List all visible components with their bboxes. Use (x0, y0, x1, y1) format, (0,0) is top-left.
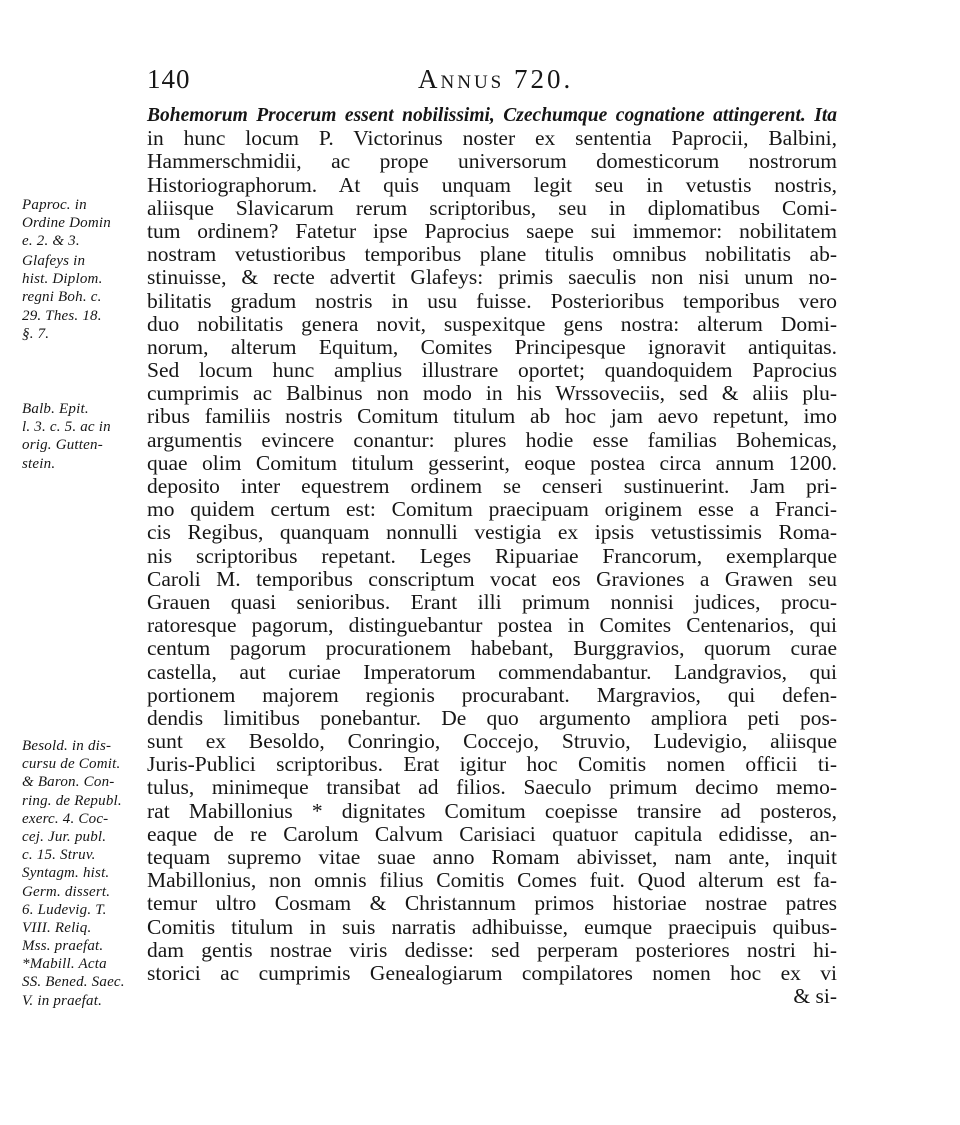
marginal-note-line: VIII. Reliq. (22, 919, 92, 936)
text-line: castella, aut curiae Imperatorum commendabantur. Landgravios, qui (147, 659, 837, 684)
marginal-note-line: c. 15. Struv. (22, 847, 96, 864)
marginal-note-line: Mss. praefat. (22, 938, 104, 955)
text-line: eaque de re Carolum Calvum Carisiaci quatuor capitula edidisse, an- (147, 821, 837, 846)
marginal-note-line: cursu de Comit. (22, 756, 121, 773)
text-line: ribus familiis nostris Comitum titulum ab hoc jam aevo repetunt, imo (147, 404, 837, 429)
text-line: nis scriptoribus repetant. Leges Ripuariae Francorum, exemplarque (147, 543, 837, 568)
text-line: tum ordinem? Fatetur ipse Paprocius saepe sui immemor: nobilitatem (147, 218, 837, 243)
text-line: Sed locum hunc amplius illustrare oportet; quandoquidem Paprocius (147, 358, 837, 383)
text-line: Bohemorum Procerum essent nobilissimi, Czechumque cognatione attingerent. Ita (147, 105, 837, 126)
text-line: Juris-Publici scriptoribus. Erat igitur hoc Comitis nomen officii ti- (147, 752, 837, 777)
text-line: Historiographorum. At quis unquam legit seu in vetustis nostris, (147, 172, 837, 197)
marginal-note-glafeys (22, 252, 150, 343)
marginal-note-line: exerc. 4. Coc- (22, 810, 109, 827)
text-line: Comitis titulum in suis narratis adhibuisse, eumque praecipuis quibus- (147, 914, 837, 939)
marginal-note-line: Balb. Epit. (22, 401, 89, 417)
text-line: temur ultro Cosmam & Christannum primos historiae nostrae patres (147, 891, 837, 916)
marginal-note-line: Syntagm. hist. (22, 865, 110, 882)
marginal-note-line: Ordine Domin (22, 215, 111, 232)
marginal-note-line: 6. Ludevig. T. (22, 901, 107, 918)
text-line: tequam supremo vitae suae anno Romam abivisset, nam ante, inquit (147, 845, 837, 869)
text-line: deposito inter equestrem ordinem se censeri sustinuerint. Jam pri- (147, 474, 837, 498)
marginal-note-line: l. 3. c. 5. ac in (22, 419, 111, 436)
marginal-note-line: e. 2. & 3. (22, 233, 80, 250)
marginal-note-line: SS. Bened. Saec. (22, 974, 125, 991)
text-line: norum, alterum Equitum, Comites Principesque ignoravit antiquitas. (147, 334, 837, 359)
marginal-note-balbinus (22, 400, 150, 473)
text-line: stinuisse, & recte advertit Glafeys: primis saeculis non nisi unum no- (147, 265, 837, 290)
text-line: tulus, minimeque transibat ad filios. Saeculo primum decimo memo- (147, 775, 837, 800)
main-text-block (147, 104, 837, 1008)
marginal-note-line: orig. Gutten- (22, 437, 103, 454)
text-line: Grauen quasi senioribus. Erant illi primum nonnisi judices, procu- (147, 589, 837, 614)
marginal-note-paprocius (22, 196, 150, 251)
marginal-note-line: hist. Diplom. (22, 271, 103, 288)
text-line: in hunc locum P. Victorinus noster ex sententia Paprocii, Balbini, (147, 126, 837, 151)
text-line: mo quidem certum est: Comitum praecipuam originem esse a Franci- (147, 497, 837, 522)
text-line: ratoresque pagorum, distinguebantur postea in Comites Centenarios, qui (147, 613, 837, 638)
text-line: aliisque Slavicarum rerum scriptoribus, seu in diplomatibus Comi- (147, 195, 837, 220)
marginal-note-line: Germ. dissert. (22, 883, 111, 900)
marginal-note-line: & Baron. Con- (22, 774, 115, 791)
text-line: rat Mabillonius * dignitates Comitum coepisse transire ad posteros, (147, 798, 837, 823)
text-line: Caroli M. temporibus conscriptum vocat eos Graviones a Grawen seu (147, 566, 837, 591)
text-line: duo nobilitatis genera novit, suspexitque gens nostra: alterum Domi- (147, 311, 837, 336)
marginal-note-line: §. 7. (22, 325, 50, 342)
text-line: Mabillonius, non omnis filius Comitis Comes fuit. Quod alterum est fa- (147, 868, 837, 893)
text-line: cumprimis ac Balbinus non modo in his Wrssoveciis, sed & aliis plu- (147, 381, 837, 406)
text-line: sunt ex Besoldo, Conringio, Coccejo, Struvio, Ludevigio, aliisque (147, 729, 837, 754)
marginal-note-line: Besold. in dis- (22, 738, 112, 754)
text-line: storici ac cumprimis Genealogiarum compilatores nomen hoc ex vi (147, 960, 837, 985)
marginal-note-line: cej. Jur. publ. (22, 828, 107, 845)
marginal-note-line: 29. Thes. 18. (22, 307, 102, 324)
text-line: quae olim Comitum titulum gesserint, eoque postea circa annum 1200. (147, 450, 837, 475)
marginal-note-besoldus (22, 737, 150, 1010)
marginal-note-line: ring. de Republ. (22, 792, 122, 809)
text-line: argumentis evincere conantur: plures hodie esse familias Bohemicas, (147, 427, 837, 452)
text-line: portionem majorem regionis procurabant. Margravios, qui defen- (147, 682, 837, 707)
marginal-note-line: regni Boh. c. (22, 289, 102, 306)
catchword: & si- (793, 984, 837, 1009)
text-line: cis Regibus, quanquam nonnulli vestigia ex ipsis vetustissimis Roma- (147, 520, 837, 545)
marginal-note-line: *Mabill. Acta (22, 956, 107, 973)
page-header (0, 64, 960, 104)
marginal-note-line: Glafeys in (22, 253, 86, 269)
marginal-note-line: Paproc. in (22, 197, 87, 213)
page-number: 140 (147, 64, 191, 94)
text-line: Hammerschmidii, ac prope universorum domesticorum nostrorum (147, 149, 837, 174)
text-line: bilitatis gradum nostris in usu fuisse. Posterioribus temporibus vero (147, 288, 837, 313)
text-line: nostram vetustioribus temporibus plane titulis omnibus nobilitatis ab- (147, 242, 837, 267)
text-line: centum pagorum procurationem habebant, Burggravios, quorum curae (147, 636, 837, 661)
text-line: dendis limitibus ponebantur. De quo argumento ampliora peti pos- (147, 705, 837, 730)
marginal-note-line: stein. (22, 455, 56, 472)
marginal-note-line: V. in praefat. (22, 992, 103, 1009)
text-line: dam gentis nostrae viris dedisse: sed perperam posteriores nostri hi- (147, 937, 837, 962)
running-head: Annus 720. (418, 64, 574, 94)
